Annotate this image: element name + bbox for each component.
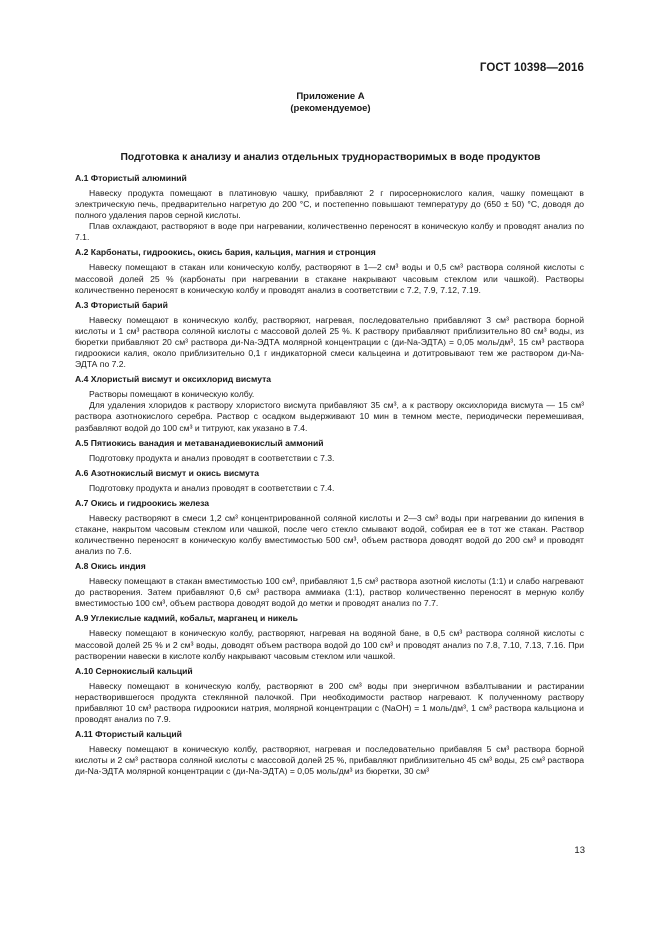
section-title: А.8 Окись индия [75,561,146,572]
section-title: А.7 Окись и гидроокись железа [75,497,210,508]
section-paragraph: Плав охлаждают, растворяют в воде при нагревании, количественно переносят в коническую колбу и проводят анализ по 7.1. [75,221,584,243]
section [75,247,584,295]
section-paragraph: Растворы помещают в коническую колбу. [89,389,255,400]
section [75,561,584,609]
section-paragraph: Навеску помещают в стакан или коническую колбу, растворяют в 1—2 см³ воды и 0,5 см³ раствора соляной кислоты с массовой долей 25 % (карбонаты при нагревании в стакане накрывают часовым стеклом или чашкой). Растворы количественно переносят в коническую колбу и проводят анализ в соответствии с 7.2, 7.9, 7.12, 7.19. [75,262,584,295]
section-title: А.1 Фтористый алюминий [75,173,187,183]
section-title: А.5 Пятиокись ванадия и метаванадиевокислый аммоний [75,437,324,448]
section-title: А.11 Фтористый кальций [75,729,182,740]
section-title: А.6 Азотнокислый висмут и окись висмута [75,467,260,478]
section-paragraph: Навеску помещают в коническую колбу, растворяют в 200 см³ воды при энергичном взбалтывании и растирании нерастворившегося продукта стеклянной палочкой. При необходимости раствор нагревают. К полученному раствору прибавляют 10 см³ раствора гидроокиси натрия, молярной концентрации c (NaOH) = 1 моль/дм³, 1 см³ раствора кальциона и проводят анализ по 7.9. [75,680,584,724]
section [75,498,584,557]
section-title: А.9 Углекислые кадмий, кобальт, марганец и никель [75,613,298,624]
section-paragraph: Для удаления хлоридов к раствору хлористого висмута прибавляют 35 см³, а к раствору оксихлорида висмута — 15 см³ раствора азотнокислого серебра. Раствор с осадком выдерживают 10 мин в темном месте, периодически перемешивая, разбавляют водой до 100 см³ и титруют, как указано в 7.4. [75,400,584,433]
section-title: А.10 Сернокислый кальций [75,665,193,676]
section-paragraph: Навеску продукта помещают в платиновую чашку, прибавляют 2 г пиросернокислого калия, чашку помещают в электрическую печь, предварительно нагретую до 200 °С, и постепенно повышают температуру до (650 ± 50) °С, доводя до полного удаления паров серной кислоты. [75,188,584,221]
section [75,468,584,494]
page-number: 13 [574,845,585,856]
section-title: А.3 Фтористый барий [75,299,168,310]
section [75,300,584,370]
section [75,374,584,433]
section-title: А.2 Карбонаты, гидроокись, окись бария, кальция, магния и стронция [75,247,376,258]
appendix-subtitle: (рекомендуемое) [290,103,371,114]
section-paragraph: Навеску помещают в коническую колбу, растворяют, нагревая и последовательно прибавляя 5 см³ раствора борной кислоты и 2 см³ раствора соляной кислоты с массовой долей 25 %, прибавляют приблизительно 45 см³ воды, 25 см³ раствора ди-Na-ЭДТА молярной концентрации c (ди-Na-ЭДТА) = 0,05 моль/дм³ из бюретки, 30 см³ [75,744,584,777]
document-code: ГОСТ 10398—2016 [479,62,584,74]
section-paragraph: Навеску помещают в коническую колбу, растворяют, нагревая на водяной бане, в 0,5 см³ раствора соляной кислоты с массовой долей 25 % и 2 см³ воды, доводят объем раствора водой до 100 см³ и проводят анализ по 7.8, 7.10, 7.13, 7.16. При растворении навески в кислоте колбу накрывают часовым стеклом или чашкой. [75,628,584,661]
section-paragraph: Подготовку продукта и анализ проводят в соответствии с 7.3. [89,452,335,463]
sections-container [75,169,584,777]
section [75,729,584,777]
main-title: Подготовка к анализу и анализ отдельных труднорастворимых в воде продуктов [120,152,541,163]
section [75,613,584,661]
section-paragraph: Навеску помещают в коническую колбу, растворяют, нагревая, последовательно прибавляют 3 см³ раствора борной кислоты и 1 см³ раствора соляной кислоты с массовой долей 25 %. К раствору прибавляют приблизительно 80 см³ воды, из бюретки прибавляют 20 см³ раствора ди-Na-ЭДТА молярной концентрации c (ди-Na-ЭДТА) = 0,05 моль/дм³, 15 см³ раствора гидроокиси калия, около приблизительно 0,1 г индикаторной смеси кальцеина и дотитровывают тем же раствором ди-Na-ЭДТА по 7.2. [75,314,584,370]
section-title: А.4 Хлористый висмут и оксихлорид висмута [75,374,272,385]
section-paragraph: Навеску растворяют в смеси 1,2 см³ концентрированной соляной кислоты и 2—3 см³ воды при нагревании до кипения в стакане, накрытом часовым стеклом или чашкой, после чего стекло смывают водой, собирая ее в тот же стакан. Раствор количественно переносят в коническую колбу вместимостью 500 см³, объем раствора доводят водой до 200 см³ и проводят анализ по 7.6. [75,512,584,557]
section [75,438,584,464]
appendix-heading [0,91,661,115]
appendix-title: Приложение А [296,91,365,102]
section [75,666,584,725]
section [75,173,584,243]
section-paragraph: Подготовку продукта и анализ проводят в соответствии с 7.4. [89,482,335,493]
section-paragraph: Навеску помещают в стакан вместимостью 100 см³, прибавляют 1,5 см³ раствора азотной кислоты (1:1) и слабо нагревают до растворения. Затем прибавляют 0,6 см³ раствора аммиака (1:1), раствор количественно переносят в мерную колбу вместимостью 100 см³, объем раствора доводят водой до метки и проводят анализ по 7.7. [75,576,584,609]
